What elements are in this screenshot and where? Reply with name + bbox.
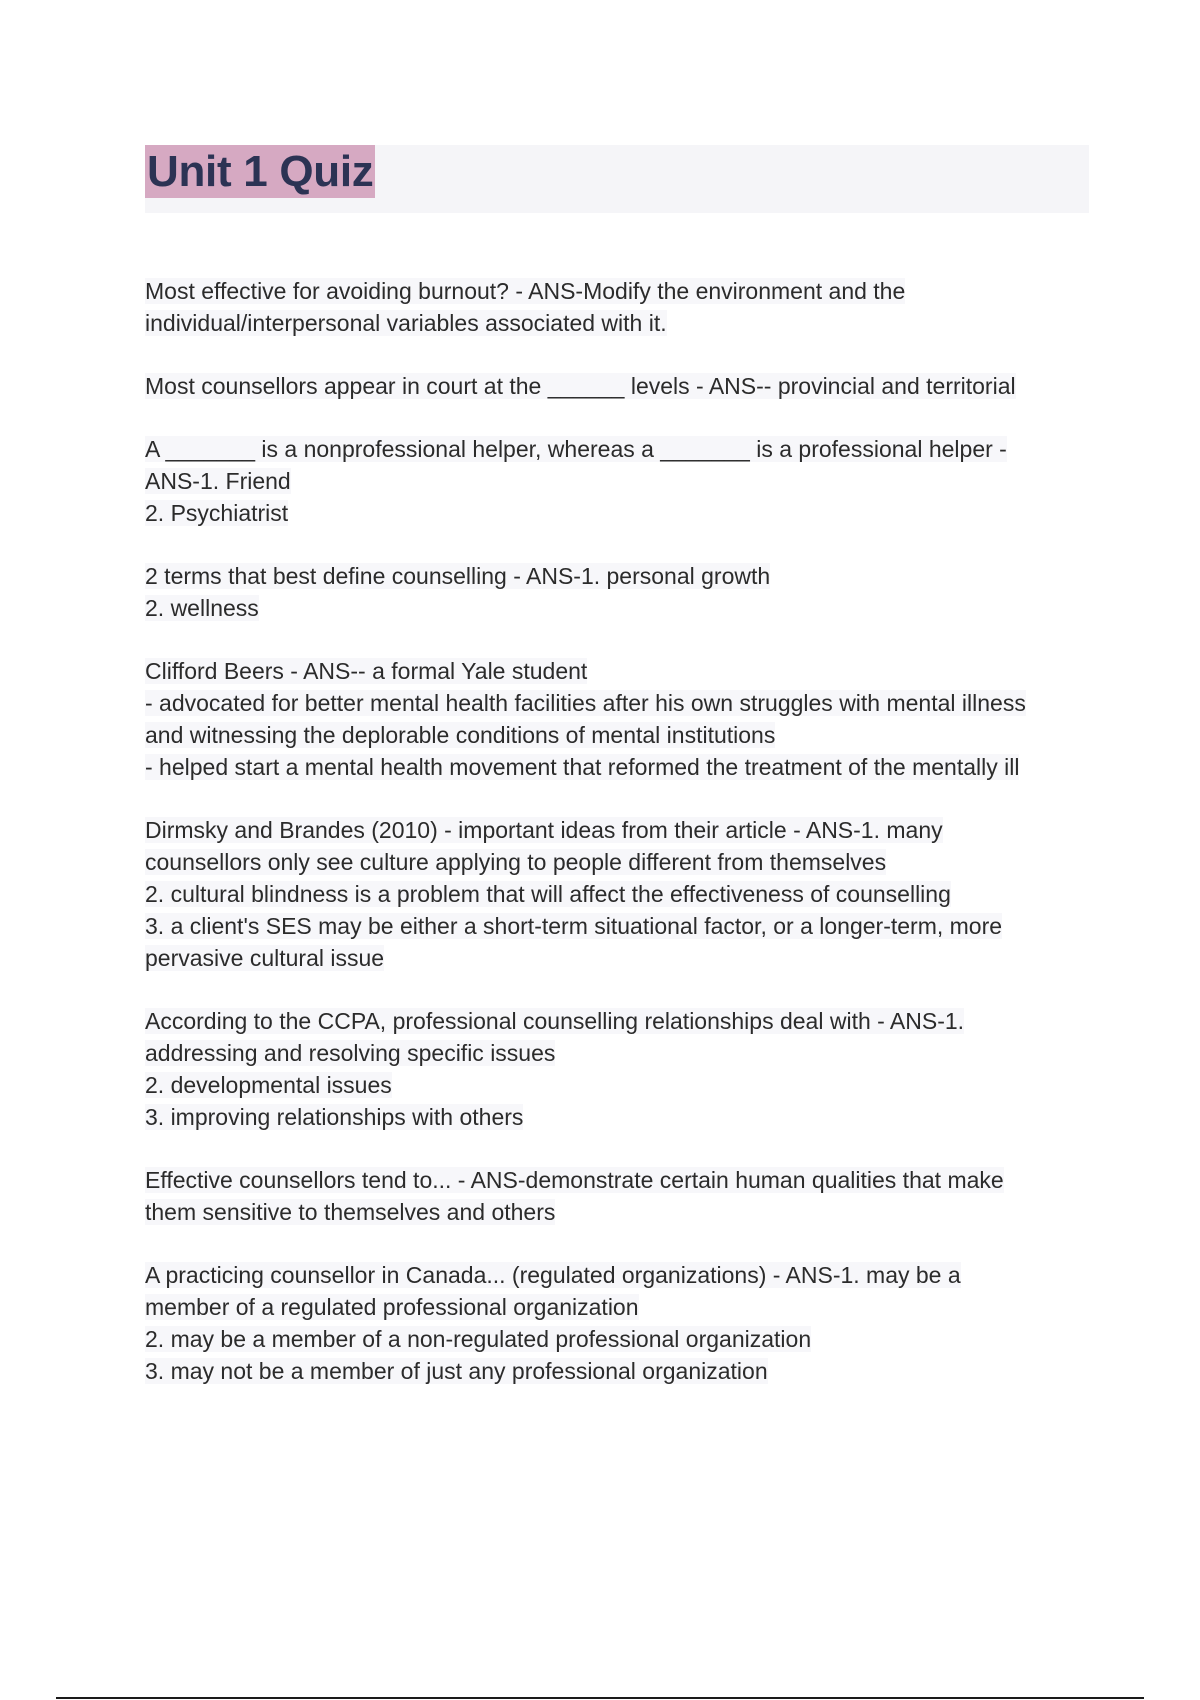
quiz-content: [145, 275, 1075, 1418]
quiz-item: [145, 1164, 1075, 1228]
quiz-item: [145, 655, 1075, 783]
quiz-item: [145, 1259, 1075, 1387]
quiz-item-text: 2 terms that best define counselling - ANS-1. personal growth 2. wellness: [145, 563, 771, 621]
quiz-item-text: A _______ is a nonprofessional helper, whereas a _______ is a professional helper - ANS-1. Friend 2. Psychiatrist: [145, 436, 1007, 526]
page-title: Unit 1 Quiz: [147, 147, 374, 196]
quiz-item: [145, 814, 1075, 974]
quiz-item-text: Most effective for avoiding burnout? - ANS-Modify the environment and the individual/interpersonal variables associated with it.: [145, 278, 906, 336]
quiz-item-text: Most counsellors appear in court at the ______ levels - ANS-- provincial and territorial: [145, 373, 1016, 399]
quiz-item: [145, 275, 1075, 339]
bottom-divider: [56, 1697, 1144, 1699]
quiz-item-text: Dirmsky and Brandes (2010) - important ideas from their article - ANS-1. many counsellors only see culture applying to people different from themselves 2. cultural blindness is a problem that will affect the effectiveness of counselling 3. a client's SES may be either a short-term situational factor, or a longer-term, more pervasive cultural issue: [145, 817, 1003, 971]
quiz-item-text: Clifford Beers - ANS-- a formal Yale student - advocated for better mental health facilities after his own struggles with mental illness and witnessing the deplorable conditions of mental institutions - helped start a mental health movement that reformed the treatment of the mentally ill: [145, 658, 1026, 780]
quiz-item-text: Effective counsellors tend to... - ANS-demonstrate certain human qualities that make them sensitive to themselves and others: [145, 1167, 1004, 1225]
quiz-item: [145, 1005, 1075, 1133]
quiz-item: [145, 560, 1075, 624]
quiz-item: [145, 370, 1075, 402]
quiz-item-text: According to the CCPA, professional counselling relationships deal with - ANS-1. addressing and resolving specific issues 2. developmental issues 3. improving relationships with others: [145, 1008, 965, 1130]
quiz-item-text: A practicing counsellor in Canada... (regulated organizations) - ANS-1. may be a member of a regulated professional organization 2. may be a member of a non-regulated professional organization 3. may not be a member of just any professional organization: [145, 1262, 961, 1384]
quiz-item: [145, 433, 1075, 529]
